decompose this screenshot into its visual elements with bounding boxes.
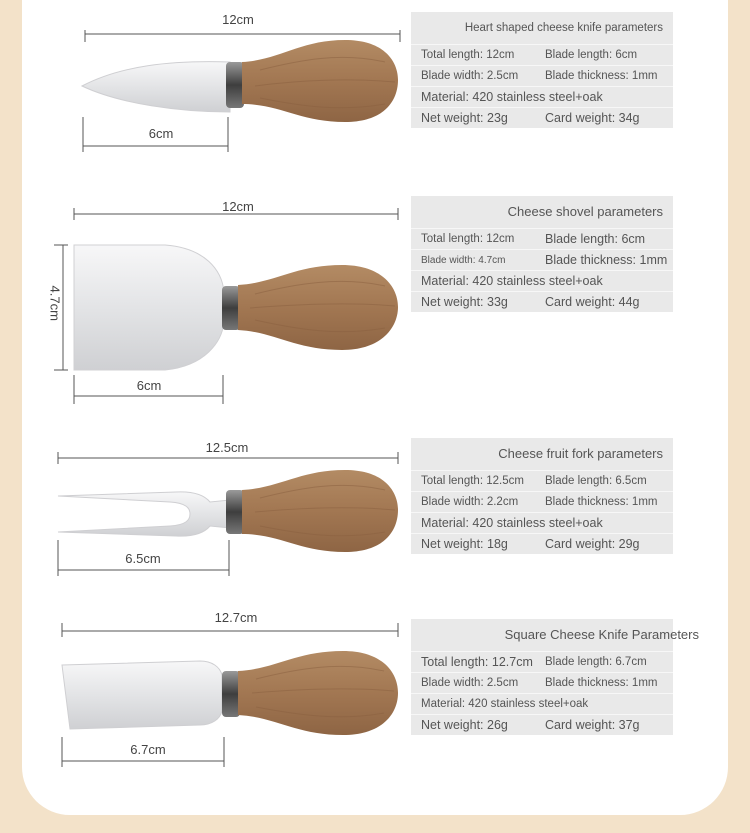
params-row bbox=[411, 291, 673, 312]
heart-knife-params bbox=[411, 12, 673, 128]
total-length-label: 12cm bbox=[222, 12, 254, 27]
cheese-fork-section bbox=[0, 430, 750, 590]
net-weight: Net weight: 23g bbox=[421, 111, 508, 125]
params-row bbox=[411, 512, 673, 533]
cheese-shovel-params bbox=[411, 196, 673, 312]
card-weight: Card weight: 44g bbox=[545, 295, 640, 309]
cheese-shovel-section bbox=[0, 190, 750, 420]
blade-thickness: Blade thickness: 1mm bbox=[545, 70, 658, 82]
blade-thickness: Blade thickness: 1mm bbox=[545, 496, 658, 508]
material: Material: 420 stainless steel+oak bbox=[421, 90, 603, 104]
square-knife-params bbox=[411, 619, 699, 735]
params-row bbox=[411, 86, 673, 107]
params-row bbox=[411, 470, 673, 491]
params-row bbox=[411, 651, 673, 672]
blade-width: Blade width: 2.2cm bbox=[421, 496, 519, 508]
params-row bbox=[411, 491, 673, 512]
params-row bbox=[411, 672, 673, 693]
material: Material: 420 stainless steel+oak bbox=[421, 698, 589, 710]
blade-width: Blade width: 2.5cm bbox=[421, 677, 519, 689]
total-length: Total length: 12.7cm bbox=[421, 655, 533, 669]
net-weight: Net weight: 33g bbox=[421, 295, 508, 309]
total-length-label: 12cm bbox=[222, 199, 254, 214]
blade-length-label: 6.7cm bbox=[130, 742, 166, 757]
params-row bbox=[411, 249, 673, 270]
params-row bbox=[411, 270, 673, 291]
params-row bbox=[411, 107, 673, 128]
blade-length: Blade length: 6.5cm bbox=[545, 475, 647, 487]
square-knife-section bbox=[0, 605, 750, 780]
params-title: Square Cheese Knife Parameters bbox=[504, 627, 699, 642]
total-length-label: 12.5cm bbox=[205, 440, 249, 455]
params-row bbox=[411, 228, 673, 249]
blade-length-label: 6cm bbox=[148, 126, 174, 141]
blade-length: Blade length: 6.7cm bbox=[545, 656, 647, 668]
heart-knife-section bbox=[0, 0, 750, 170]
blade-length: Blade length: 6cm bbox=[545, 49, 638, 61]
total-length: Total length: 12cm bbox=[421, 49, 515, 61]
card-weight: Card weight: 34g bbox=[545, 111, 640, 125]
net-weight: Net weight: 26g bbox=[421, 718, 508, 732]
material: Material: 420 stainless steel+oak bbox=[421, 516, 603, 530]
total-length: Total length: 12cm bbox=[421, 233, 515, 245]
params-row bbox=[411, 714, 673, 735]
net-weight: Net weight: 18g bbox=[421, 537, 508, 551]
cheese-fork-params bbox=[411, 438, 673, 554]
blade-width: Blade width: 4.7cm bbox=[421, 255, 506, 266]
blade-length-label: 6cm bbox=[136, 378, 162, 393]
params-title: Cheese fruit fork parameters bbox=[498, 446, 663, 461]
blade-length-label: 6.5cm bbox=[125, 551, 161, 566]
total-length: Total length: 12.5cm bbox=[421, 475, 524, 487]
params-title: Heart shaped cheese knife parameters bbox=[464, 22, 663, 34]
params-row bbox=[411, 533, 673, 554]
params-row bbox=[411, 693, 673, 714]
blade-length: Blade length: 6cm bbox=[545, 232, 646, 246]
blade-thickness: Blade thickness: 1mm bbox=[545, 677, 658, 689]
blade-thickness: Blade thickness: 1mm bbox=[545, 253, 668, 267]
blade-width-label: 4.7cm bbox=[47, 285, 63, 321]
params-row bbox=[411, 44, 673, 65]
total-length-label: 12.7cm bbox=[214, 610, 258, 625]
material: Material: 420 stainless steel+oak bbox=[421, 274, 603, 288]
params-row bbox=[411, 65, 673, 86]
blade-width: Blade width: 2.5cm bbox=[421, 70, 519, 82]
card-weight: Card weight: 29g bbox=[545, 537, 640, 551]
params-title: Cheese shovel parameters bbox=[507, 204, 663, 219]
card-weight: Card weight: 37g bbox=[545, 718, 640, 732]
